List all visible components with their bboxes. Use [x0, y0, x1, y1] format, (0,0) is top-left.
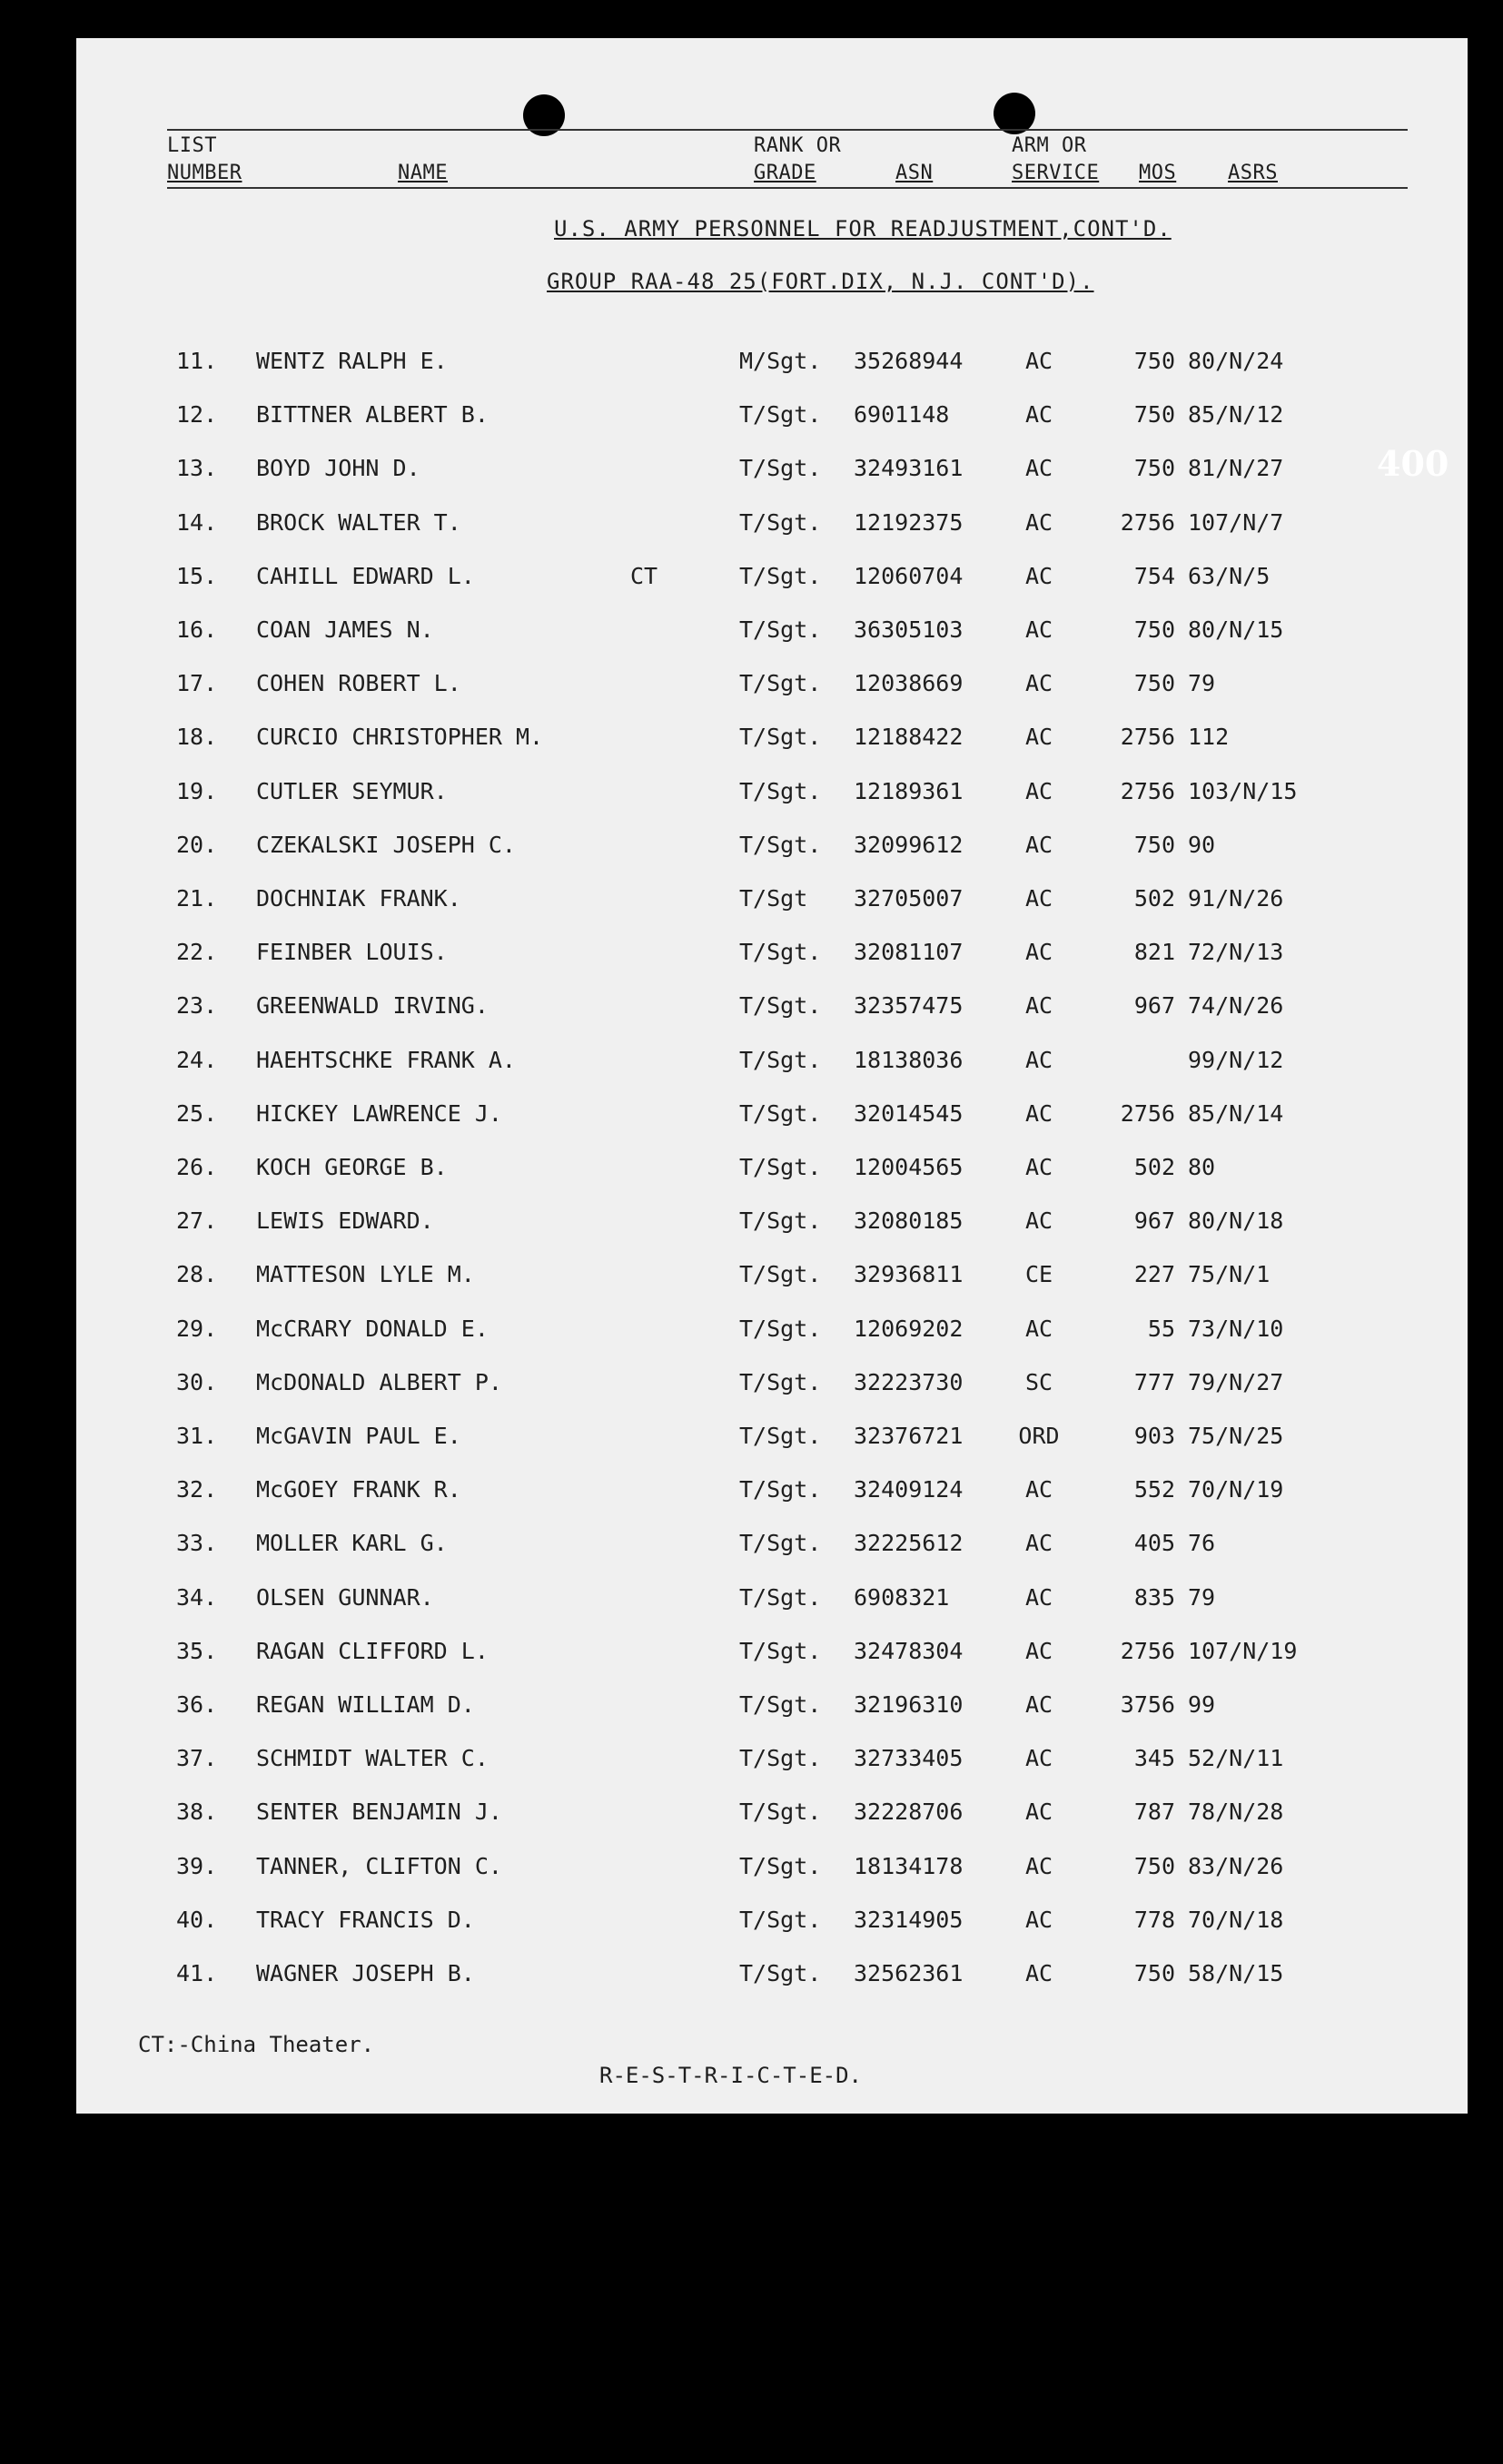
cell-asrs: 58/N/15: [1188, 1960, 1284, 1986]
cell-name: DOCHNIAK FRANK.: [256, 885, 461, 912]
cell-no: 37.: [176, 1745, 218, 1771]
header-bottom-rule: [167, 187, 1408, 189]
cell-asn: 32936811: [854, 1261, 964, 1287]
cell-mos: 2756: [1120, 1100, 1175, 1127]
cell-asrs: 90: [1188, 832, 1216, 858]
cell-name: LEWIS EDWARD.: [256, 1207, 434, 1234]
cell-grade: T/Sgt.: [739, 1369, 822, 1395]
cell-asn: 32357475: [854, 992, 964, 1019]
cell-asn: 32014545: [854, 1100, 964, 1127]
cell-asrs: 80: [1188, 1154, 1216, 1180]
cell-name: TRACY FRANCIS D.: [256, 1907, 475, 1933]
cell-arm: AC: [1024, 455, 1053, 481]
table-row: [76, 397, 1468, 433]
cell-asrs: 83/N/26: [1188, 1853, 1284, 1879]
cell-name: HICKEY LAWRENCE J.: [256, 1100, 502, 1127]
cell-name: COAN JAMES N.: [256, 616, 434, 643]
cell-name: McCRARY DONALD E.: [256, 1316, 489, 1342]
cell-asrs: 78/N/28: [1188, 1799, 1284, 1825]
cell-asn: 32376721: [854, 1423, 964, 1449]
cell-name: OLSEN GUNNAR.: [256, 1584, 434, 1611]
header-name: NAME: [398, 162, 448, 184]
table-row: [76, 1525, 1468, 1562]
cell-no: 29.: [176, 1316, 218, 1342]
cell-no: 41.: [176, 1960, 218, 1986]
cell-asn: 12192375: [854, 509, 964, 536]
cell-asrs: 79: [1188, 670, 1216, 696]
cell-mos: 835: [1133, 1584, 1175, 1611]
cell-grade: T/Sgt.: [739, 832, 822, 858]
cell-asrs: 91/N/26: [1188, 885, 1284, 912]
cell-grade: T/Sgt.: [739, 1316, 822, 1342]
cell-grade: T/Sgt.: [739, 1584, 822, 1611]
cell-asrs: 80/N/24: [1188, 348, 1284, 374]
cell-arm: AC: [1024, 939, 1053, 965]
cell-mos: 55: [1147, 1316, 1175, 1342]
group-title: GROUP RAA-48 25(FORT.DIX, N.J. CONT'D).: [547, 269, 1094, 294]
cell-arm: AC: [1024, 1047, 1053, 1073]
cell-grade: T/Sgt.: [739, 1907, 822, 1933]
cell-asn: 32478304: [854, 1638, 964, 1664]
cell-no: 12.: [176, 401, 218, 428]
cell-no: 21.: [176, 885, 218, 912]
table-row: [76, 1042, 1468, 1079]
cell-arm: AC: [1024, 885, 1053, 912]
cell-asrs: 85/N/14: [1188, 1100, 1284, 1127]
table-row: [76, 934, 1468, 971]
cell-arm: AC: [1024, 616, 1053, 643]
cell-asn: 18138036: [854, 1047, 964, 1073]
cell-name: BITTNER ALBERT B.: [256, 401, 489, 428]
cell-no: 30.: [176, 1369, 218, 1395]
cell-grade: T/Sgt: [739, 885, 808, 912]
header-asrs: ASRS: [1228, 162, 1278, 184]
cell-no: 23.: [176, 992, 218, 1019]
cell-arm: AC: [1024, 778, 1053, 804]
cell-name: BROCK WALTER T.: [256, 509, 461, 536]
header-rank-label: RANK OR: [754, 134, 842, 157]
cell-asrs: 99/N/12: [1188, 1047, 1284, 1073]
cell-name: WENTZ RALPH E.: [256, 348, 448, 374]
cell-arm: AC: [1024, 401, 1053, 428]
cell-no: 32.: [176, 1476, 218, 1503]
cell-arm: AC: [1024, 670, 1053, 696]
cell-grade: T/Sgt.: [739, 778, 822, 804]
cell-name: COHEN ROBERT L.: [256, 670, 461, 696]
cell-no: 22.: [176, 939, 218, 965]
table-row: [76, 450, 1468, 487]
cell-grade: T/Sgt.: [739, 1154, 822, 1180]
cell-mos: 227: [1133, 1261, 1175, 1287]
cell-no: 38.: [176, 1799, 218, 1825]
table-row: [76, 881, 1468, 917]
cell-name: CUTLER SEYMUR.: [256, 778, 448, 804]
cell-no: 26.: [176, 1154, 218, 1180]
cell-name: MOLLER KARL G.: [256, 1530, 448, 1556]
cell-mos: 405: [1133, 1530, 1175, 1556]
cell-no: 36.: [176, 1691, 218, 1718]
cell-arm: AC: [1024, 1638, 1053, 1664]
cell-mos: 750: [1133, 455, 1175, 481]
cell-mos: 345: [1133, 1745, 1175, 1771]
cell-grade: T/Sgt.: [739, 724, 822, 750]
cell-asn: 12189361: [854, 778, 964, 804]
cell-grade: T/Sgt.: [739, 1853, 822, 1879]
cell-asn: 12188422: [854, 724, 964, 750]
cell-arm: AC: [1024, 1207, 1053, 1234]
cell-mos: 750: [1133, 1960, 1175, 1986]
cell-grade: T/Sgt.: [739, 1530, 822, 1556]
cell-no: 39.: [176, 1853, 218, 1879]
cell-asrs: 75/N/1: [1188, 1261, 1271, 1287]
cell-mos: 502: [1133, 1154, 1175, 1180]
document-title: U.S. ARMY PERSONNEL FOR READJUSTMENT,CONT'D.: [554, 216, 1172, 241]
cell-name: WAGNER JOSEPH B.: [256, 1960, 475, 1986]
cell-no: 11.: [176, 348, 218, 374]
cell-mos: 2756: [1120, 778, 1175, 804]
cell-mos: 502: [1133, 885, 1175, 912]
cell-asn: 32493161: [854, 455, 964, 481]
cell-asrs: 63/N/5: [1188, 563, 1271, 589]
cell-arm: AC: [1024, 724, 1053, 750]
cell-asn: 32099612: [854, 832, 964, 858]
cell-asn: 32223730: [854, 1369, 964, 1395]
header-list-label: LIST: [167, 134, 217, 157]
table-row: [76, 1365, 1468, 1401]
cell-name: KOCH GEORGE B.: [256, 1154, 448, 1180]
cell-grade: T/Sgt.: [739, 1423, 822, 1449]
table-row: [76, 558, 1468, 595]
cell-grade: T/Sgt.: [739, 455, 822, 481]
cell-grade: T/Sgt.: [739, 1207, 822, 1234]
cell-grade: T/Sgt.: [739, 401, 822, 428]
cell-name: CAHILL EDWARD L.: [256, 563, 475, 589]
cell-asn: 18134178: [854, 1853, 964, 1879]
header-number-label: NUMBER: [167, 162, 242, 184]
cell-asn: 32228706: [854, 1799, 964, 1825]
cell-mos: 787: [1133, 1799, 1175, 1825]
cell-asrs: 79: [1188, 1584, 1216, 1611]
table-row: [76, 1956, 1468, 1992]
cell-arm: AC: [1024, 1853, 1053, 1879]
header-arm-label: ARM OR: [1012, 134, 1087, 157]
cell-asn: 32705007: [854, 885, 964, 912]
cell-arm: SC: [1024, 1369, 1053, 1395]
cell-name: BOYD JOHN D.: [256, 455, 420, 481]
cell-arm: AC: [1024, 1745, 1053, 1771]
cell-arm: AC: [1024, 1476, 1053, 1503]
cell-name: SCHMIDT WALTER C.: [256, 1745, 489, 1771]
cell-asn: 32080185: [854, 1207, 964, 1234]
table-row: [76, 1203, 1468, 1239]
cell-arm: AC: [1024, 1907, 1053, 1933]
cell-asrs: 80/N/15: [1188, 616, 1284, 643]
cell-asrs: 75/N/25: [1188, 1423, 1284, 1449]
cell-no: 18.: [176, 724, 218, 750]
cell-no: 34.: [176, 1584, 218, 1611]
table-row: [76, 1633, 1468, 1670]
cell-no: 25.: [176, 1100, 218, 1127]
cell-name: SENTER BENJAMIN J.: [256, 1799, 502, 1825]
cell-name: McDONALD ALBERT P.: [256, 1369, 502, 1395]
cell-mos: 2756: [1120, 724, 1175, 750]
cell-arm: AC: [1024, 1316, 1053, 1342]
cell-asrs: 112: [1188, 724, 1230, 750]
cell-name: FEINBER LOUIS.: [256, 939, 448, 965]
cell-asn: 12004565: [854, 1154, 964, 1180]
cell-grade: T/Sgt.: [739, 1261, 822, 1287]
cell-grade: T/Sgt.: [739, 992, 822, 1019]
cell-grade: T/Sgt.: [739, 670, 822, 696]
cell-asn: 36305103: [854, 616, 964, 643]
classification-marking: R-E-S-T-R-I-C-T-E-D.: [599, 2063, 862, 2088]
table-row: [76, 827, 1468, 863]
cell-asrs: 74/N/26: [1188, 992, 1284, 1019]
margin-page-number: 400: [1377, 443, 1449, 484]
cell-name: McGOEY FRANK R.: [256, 1476, 461, 1503]
table-row: [76, 774, 1468, 810]
cell-name: RAGAN CLIFFORD L.: [256, 1638, 489, 1664]
cell-asrs: 70/N/18: [1188, 1907, 1284, 1933]
cell-arm: AC: [1024, 1100, 1053, 1127]
cell-grade: T/Sgt.: [739, 1638, 822, 1664]
cell-grade: T/Sgt.: [739, 509, 822, 536]
table-row: [76, 1472, 1468, 1508]
cell-asrs: 107/N/19: [1188, 1638, 1298, 1664]
cell-mos: 750: [1133, 832, 1175, 858]
cell-name: McGAVIN PAUL E.: [256, 1423, 461, 1449]
cell-no: 27.: [176, 1207, 218, 1234]
header-service-label: SERVICE: [1012, 162, 1100, 184]
header-top-rule: [167, 129, 1408, 131]
cell-no: 31.: [176, 1423, 218, 1449]
cell-arm: AC: [1024, 348, 1053, 374]
cell-no: 28.: [176, 1261, 218, 1287]
table-row: [76, 1257, 1468, 1293]
cell-asrs: 70/N/19: [1188, 1476, 1284, 1503]
cell-mos: 552: [1133, 1476, 1175, 1503]
cell-no: 14.: [176, 509, 218, 536]
cell-grade: T/Sgt.: [739, 616, 822, 643]
table-row: [76, 1096, 1468, 1132]
cell-asrs: 107/N/7: [1188, 509, 1284, 536]
cell-asn: 12069202: [854, 1316, 964, 1342]
table-row: [76, 1311, 1468, 1347]
cell-mos: 2756: [1120, 509, 1175, 536]
cell-name: GREENWALD IRVING.: [256, 992, 489, 1019]
cell-mos: 3756: [1120, 1691, 1175, 1718]
cell-asn: 6901148: [854, 401, 950, 428]
cell-grade: T/Sgt.: [739, 563, 822, 589]
cell-name: CURCIO CHRISTOPHER M.: [256, 724, 544, 750]
cell-mos: 778: [1133, 1907, 1175, 1933]
cell-mos: 750: [1133, 1853, 1175, 1879]
cell-arm: AC: [1024, 1691, 1053, 1718]
cell-no: 16.: [176, 616, 218, 643]
cell-grade: T/Sgt.: [739, 1799, 822, 1825]
cell-name: CZEKALSKI JOSEPH C.: [256, 832, 516, 858]
cell-arm: AC: [1024, 509, 1053, 536]
cell-no: 24.: [176, 1047, 218, 1073]
cell-arm: AC: [1024, 563, 1053, 589]
cell-arm: AC: [1024, 1584, 1053, 1611]
cell-no: 35.: [176, 1638, 218, 1664]
cell-asrs: 99: [1188, 1691, 1216, 1718]
cell-asrs: 79/N/27: [1188, 1369, 1284, 1395]
cell-asrs: 85/N/12: [1188, 401, 1284, 428]
table-row: [76, 612, 1468, 648]
cell-arm: AC: [1024, 832, 1053, 858]
cell-name: MATTESON LYLE M.: [256, 1261, 475, 1287]
table-row: [76, 1580, 1468, 1616]
cell-grade: T/Sgt.: [739, 1047, 822, 1073]
cell-mos: 2756: [1120, 1638, 1175, 1664]
table-row: [76, 343, 1468, 379]
table-row: [76, 1418, 1468, 1454]
table-row: [76, 1902, 1468, 1938]
cell-asn: 35268944: [854, 348, 964, 374]
cell-asrs: 52/N/11: [1188, 1745, 1284, 1771]
header-list-number: [167, 133, 242, 187]
cell-grade: T/Sgt.: [739, 1960, 822, 1986]
cell-asn: 32409124: [854, 1476, 964, 1503]
cell-arm: AC: [1024, 1799, 1053, 1825]
cell-arm: AC: [1024, 992, 1053, 1019]
header-rank: [754, 133, 841, 187]
cell-mos: 754: [1133, 563, 1175, 589]
cell-asn: 6908321: [854, 1584, 950, 1611]
cell-grade: T/Sgt.: [739, 1745, 822, 1771]
table-row: [76, 505, 1468, 541]
cell-no: 20.: [176, 832, 218, 858]
cell-asn: 32225612: [854, 1530, 964, 1556]
cell-grade: T/Sgt.: [739, 1100, 822, 1127]
cell-mos: 750: [1133, 401, 1175, 428]
cell-asn: 32733405: [854, 1745, 964, 1771]
table-row: [76, 1794, 1468, 1830]
cell-mos: 903: [1133, 1423, 1175, 1449]
cell-arm: AC: [1024, 1154, 1053, 1180]
table-row: [76, 665, 1468, 702]
header-asn: ASN: [895, 162, 934, 184]
cell-grade: T/Sgt.: [739, 1476, 822, 1503]
cell-asn: 12038669: [854, 670, 964, 696]
cell-mos: 777: [1133, 1369, 1175, 1395]
cell-asrs: 80/N/18: [1188, 1207, 1284, 1234]
table-row: [76, 719, 1468, 755]
table-row: [76, 1149, 1468, 1186]
cell-asn: 32314905: [854, 1907, 964, 1933]
cell-mos: 750: [1133, 670, 1175, 696]
cell-no: 19.: [176, 778, 218, 804]
cell-asn: 32081107: [854, 939, 964, 965]
cell-mos: 967: [1133, 1207, 1175, 1234]
cell-grade: T/Sgt.: [739, 939, 822, 965]
cell-arm: AC: [1024, 1960, 1053, 1986]
document-page: [76, 38, 1468, 2114]
cell-no: 13.: [176, 455, 218, 481]
cell-grade: M/Sgt.: [739, 348, 822, 374]
cell-grade: T/Sgt.: [739, 1691, 822, 1718]
cell-mos: 750: [1133, 348, 1175, 374]
cell-mos: 750: [1133, 616, 1175, 643]
cell-mos: 821: [1133, 939, 1175, 965]
cell-name: REGAN WILLIAM D.: [256, 1691, 475, 1718]
cell-asn: 32196310: [854, 1691, 964, 1718]
header-grade-label: GRADE: [754, 162, 816, 184]
cell-asn: 12060704: [854, 563, 964, 589]
cell-name: HAEHTSCHKE FRANK A.: [256, 1047, 516, 1073]
table-row: [76, 1848, 1468, 1885]
cell-arm: CE: [1024, 1261, 1053, 1287]
cell-asn: 32562361: [854, 1960, 964, 1986]
cell-asrs: 103/N/15: [1188, 778, 1298, 804]
cell-asrs: 72/N/13: [1188, 939, 1284, 965]
cell-arm: ORD: [1018, 1423, 1060, 1449]
cell-arm: AC: [1024, 1530, 1053, 1556]
cell-ct: CT: [630, 563, 658, 589]
cell-name: TANNER, CLIFTON C.: [256, 1853, 502, 1879]
table-row: [76, 1740, 1468, 1777]
cell-no: 15.: [176, 563, 218, 589]
cell-mos: 967: [1133, 992, 1175, 1019]
cell-no: 17.: [176, 670, 218, 696]
cell-no: 33.: [176, 1530, 218, 1556]
table-row: [76, 1687, 1468, 1723]
cell-asrs: 76: [1188, 1530, 1216, 1556]
header-arm: [1012, 133, 1099, 187]
cell-asrs: 81/N/27: [1188, 455, 1284, 481]
cell-no: 40.: [176, 1907, 218, 1933]
cell-asrs: 73/N/10: [1188, 1316, 1284, 1342]
footnote: CT:-China Theater.: [138, 2032, 375, 2057]
table-row: [76, 988, 1468, 1024]
header-mos: MOS: [1139, 162, 1177, 184]
